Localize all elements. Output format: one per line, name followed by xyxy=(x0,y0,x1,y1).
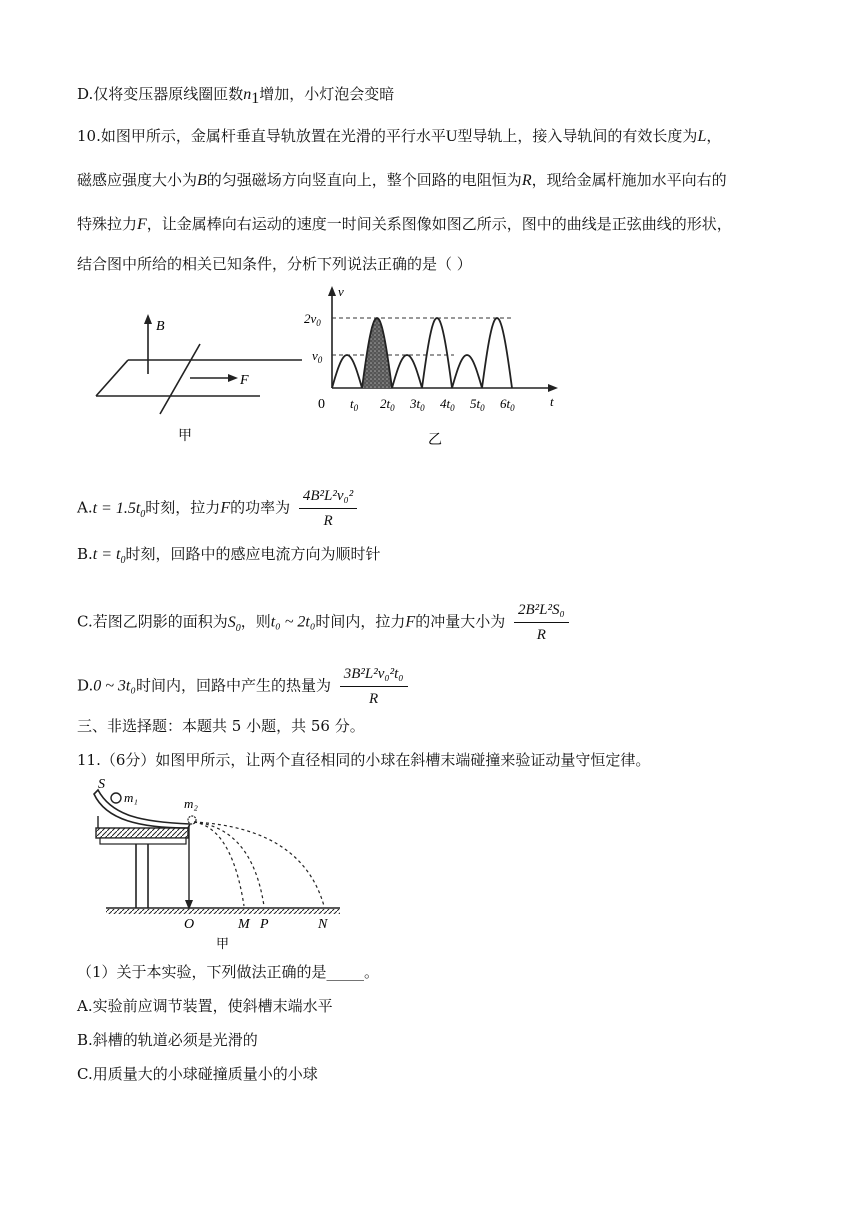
q10-line3-b: ，让金属棒向右运动的速度一时间关系图像如图乙所示，图中的曲线是正弦曲线的形状， xyxy=(146,215,732,233)
q11-fig-caption: 甲 xyxy=(216,936,230,951)
fig-label-s: S xyxy=(98,777,105,792)
q9-option-d-tail: 增加，小灯泡会变暗 xyxy=(259,85,395,103)
opt-c-fraction: $\frac{\text{2B²L²S₀}}{R}$ xyxy=(514,600,569,645)
q10-option-a xyxy=(77,486,357,531)
rail-left xyxy=(96,360,128,396)
opt-d-fraction: $\frac{\text{3B²L²v₀²t₀}}{R}$ xyxy=(340,664,408,709)
q10-option-b xyxy=(77,544,381,571)
opt-b-pre: B. xyxy=(77,545,93,563)
t-axis-arrow-icon xyxy=(548,384,558,392)
opt-c-range: t₀ ~ 2t₀ xyxy=(270,613,316,631)
q9-symbol-n: n xyxy=(243,86,252,103)
fig-label-o: O xyxy=(184,917,195,932)
b-arrow-icon xyxy=(144,314,152,324)
fig-label-m: M xyxy=(238,917,250,932)
x-tick-6: $6t_0$ xyxy=(500,396,515,413)
q10-figure-yi xyxy=(298,282,568,452)
trajectory-n xyxy=(194,822,324,906)
q11-stem: 11.（6分）如图甲所示，让两个直径相同的小球在斜槽末端碰撞来验证动量守恒定律。 xyxy=(77,751,651,769)
x-tick-1: $t_0$ xyxy=(350,396,359,413)
fig2-caption: 乙 xyxy=(428,433,442,448)
q10-figure-jia xyxy=(90,308,310,448)
opt-c-pre: C.若图乙阴影的面积为 xyxy=(77,612,228,631)
q10-option-c xyxy=(77,600,569,645)
q10-line2-b: 的匀强磁场方向竖直向上，整个回路的电阻恒为 xyxy=(206,171,522,189)
fig-label-n: N xyxy=(318,917,328,932)
ball-m2 xyxy=(188,816,196,824)
opt-a-fraction: $\frac{\text{4B²L²v₀²}}{R}$ xyxy=(299,486,357,531)
opt-a-tail: 的功率为 xyxy=(230,498,291,517)
velocity-curve xyxy=(332,318,512,388)
fig-label-p: P xyxy=(260,917,269,932)
opt-b-cond: $t = t_0$ xyxy=(92,546,126,567)
q9-option-d xyxy=(77,84,394,109)
q10-line1-c: ， xyxy=(706,127,722,145)
q10-stem-line2 xyxy=(77,170,727,191)
fig1-label-b: B xyxy=(156,319,165,334)
y-tick-v0: $v_0$ xyxy=(312,348,323,365)
axis-origin: 0 xyxy=(318,397,325,412)
q11-option-b: B.斜槽的轨道必须是光滑的 xyxy=(77,1031,258,1049)
q10-line1-a: 10.如图甲所示，金属杆垂直导轨放置在光滑的平行水平 xyxy=(77,127,446,145)
metal-rod xyxy=(160,344,200,414)
q10-stem-line1 xyxy=(77,126,721,147)
y-tick-2v0: $2v_0$ xyxy=(304,311,321,328)
q10-line1-b: 型导轨上，接入导轨间的有效长度为 xyxy=(457,127,698,145)
q10-line2-c: ，现给金属杆施加水平向右的 xyxy=(531,171,727,189)
f-arrow-icon xyxy=(228,374,238,382)
fig-label-m1: m₁ xyxy=(124,790,138,805)
opt-c-mid: ，则 xyxy=(240,612,271,631)
q11-option-c: C.用质量大的小球碰撞质量小的小球 xyxy=(77,1065,318,1083)
axis-t-label: t xyxy=(550,394,554,409)
opt-c-f: F xyxy=(405,613,416,631)
ball-m1 xyxy=(111,793,121,803)
opt-d-pre: D. xyxy=(77,676,94,695)
x-tick-5: $5t_0$ xyxy=(470,396,485,413)
opt-a-pre: A. xyxy=(77,498,93,517)
fig1-caption: 甲 xyxy=(178,429,192,444)
section-3-heading: 三、非选择题：本题共 5 小题，共 56 分。 xyxy=(77,717,365,735)
q10-line3-f: F xyxy=(137,216,147,233)
q10-line2-r: R xyxy=(521,172,532,189)
trajectory-m xyxy=(194,822,244,906)
q11-option-a: A.实验前应调节装置，使斜槽末端水平 xyxy=(77,997,333,1015)
ramp xyxy=(94,790,190,828)
x-tick-2: $2t_0$ xyxy=(380,396,395,413)
opt-a-cond: $t = 1.5t_0$ xyxy=(92,499,146,520)
axis-v-label: v xyxy=(338,284,344,299)
q10-line3-a: 特殊拉力 xyxy=(77,215,138,233)
opt-c-mid2: 时间内，拉力 xyxy=(315,612,406,631)
q11-figure xyxy=(92,776,352,956)
q11-sub1: （1）关于本实验，下列做法正确的是_____。 xyxy=(77,963,380,981)
q10-line2-b-sym: B xyxy=(197,172,207,189)
table-beam xyxy=(100,838,186,844)
ground-hatch xyxy=(106,909,340,914)
q10-stem-line4: 结合图中所给的相关已知条件，分析下列说法正确的是（ ） xyxy=(77,255,472,273)
opt-b-tail: 时刻，回路中的感应电流方向为顺时针 xyxy=(125,545,381,563)
q9-symbol-sub: 1 xyxy=(251,90,260,107)
opt-d-range: 0 ~ 3t₀ xyxy=(93,677,136,695)
fig-label-m2: m₂ xyxy=(184,796,198,811)
q10-option-d xyxy=(77,664,408,709)
opt-c-tail: 的冲量大小为 xyxy=(415,612,506,631)
x-tick-3: $3t_0$ xyxy=(410,396,425,413)
table-top xyxy=(96,828,188,838)
trajectory-p xyxy=(194,822,264,906)
opt-d-tail: 时间内，回路中产生的热量为 xyxy=(135,676,331,695)
q10-line1-l: L xyxy=(697,128,707,145)
opt-c-s: $S_0$ xyxy=(227,613,241,634)
q10-stem-line3 xyxy=(77,214,732,235)
v-axis-arrow-icon xyxy=(328,286,336,296)
fig1-label-f: F xyxy=(240,373,249,388)
opt-a-mid: 时刻，拉力 xyxy=(145,498,221,517)
q10-line2-a: 磁感应强度大小为 xyxy=(77,171,198,189)
q9-option-d-text: D.仅将变压器原线圈匝数 xyxy=(77,85,244,103)
q10-line1-u: U xyxy=(445,128,458,145)
x-tick-4: $4t_0$ xyxy=(440,396,455,413)
opt-a-f: F xyxy=(220,499,231,517)
